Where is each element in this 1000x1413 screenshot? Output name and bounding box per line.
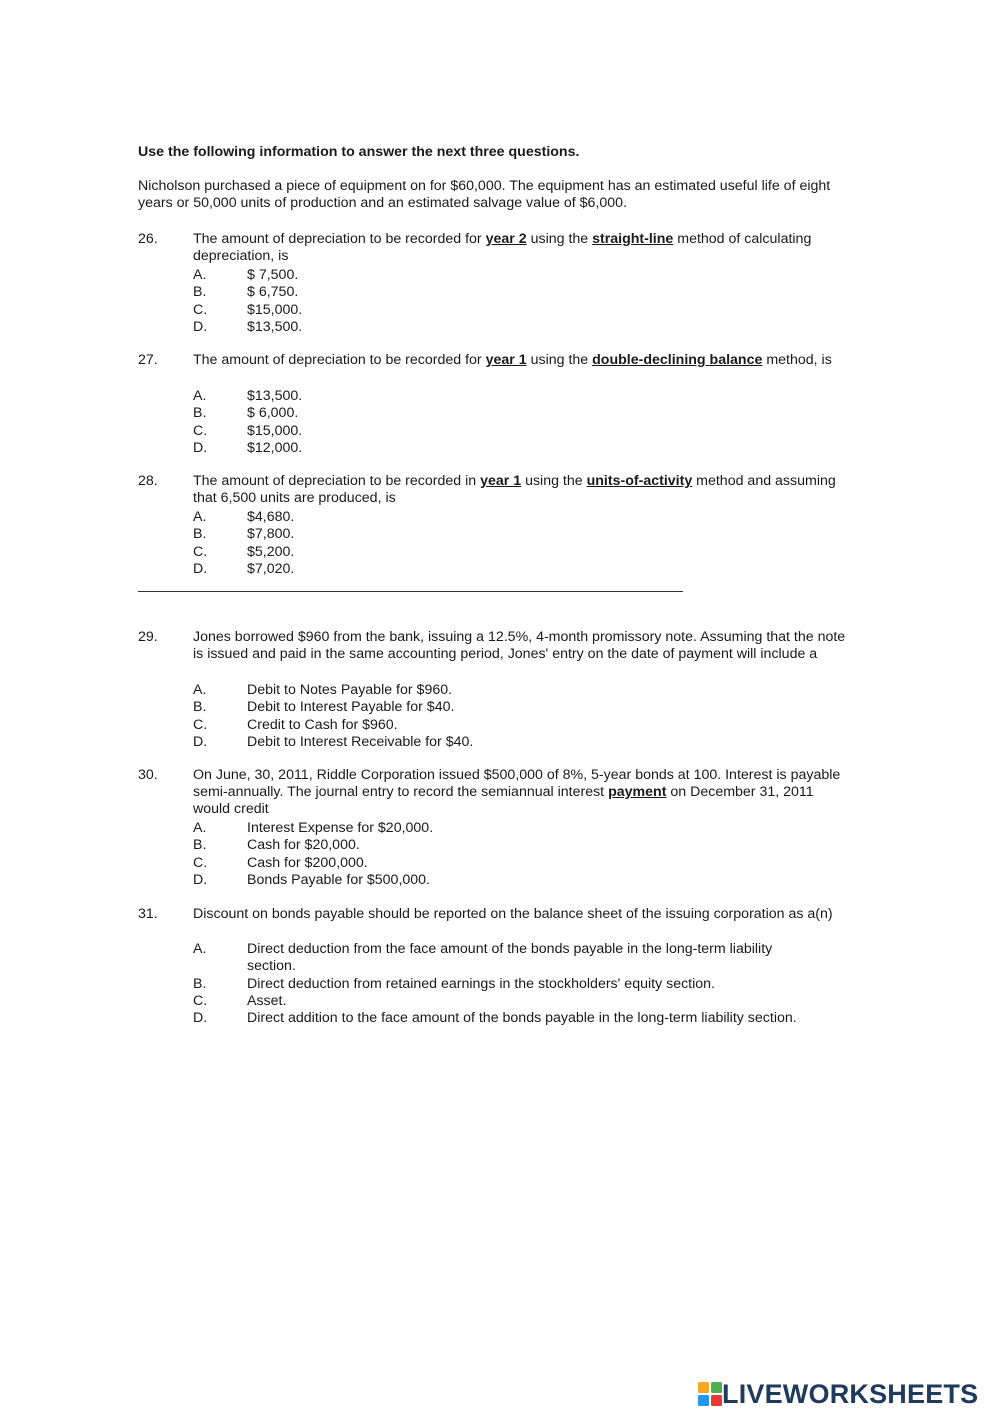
option-letter: B. <box>193 699 207 716</box>
question-stem <box>193 231 848 265</box>
option-text: Cash for $200,000. <box>247 854 368 871</box>
option-letter: D. <box>193 733 208 750</box>
option-text: $12,000. <box>247 439 303 456</box>
emphasized-term: year 2 <box>485 231 527 247</box>
option-letter: B. <box>193 837 207 854</box>
stem-text: The amount of depreciation to be recorded in <box>193 473 481 489</box>
option-text: Debit to Interest Payable for $40. <box>247 699 455 716</box>
option-text: $13,500. <box>247 318 303 335</box>
option-text: $15,000. <box>247 422 303 439</box>
option-text: $ 7,500. <box>247 267 299 283</box>
option-text: $7,020. <box>247 560 295 577</box>
option-letter: A. <box>193 388 207 404</box>
option-letter: C. <box>193 716 208 733</box>
brand-name: LIVEWORKSHEETS <box>722 1378 979 1409</box>
emphasized-term: double-declining balance <box>592 352 763 368</box>
option-letter: B. <box>193 975 207 992</box>
question-number: 29. <box>138 629 158 645</box>
question-stem <box>193 629 848 663</box>
option-text: $15,000. <box>247 301 303 318</box>
option-letter: D. <box>193 871 208 888</box>
option-text: Debit to Notes Payable for $960. <box>247 682 453 698</box>
option-letter: C. <box>193 992 208 1009</box>
option-text: Asset. <box>247 992 287 1009</box>
emphasized-term: payment <box>608 784 667 800</box>
stem-text: method, is <box>762 352 832 368</box>
option-letter: C. <box>193 543 208 560</box>
stem-text: using the <box>521 473 587 489</box>
option-text: Interest Expense for $20,000. <box>247 820 434 836</box>
option-text: Debit to Interest Receivable for $40. <box>247 733 474 750</box>
option-letter: A. <box>193 820 207 836</box>
stem-text: using the <box>526 352 593 368</box>
stem-text: on December 31, 2011 would credit <box>193 784 814 817</box>
emphasized-term: straight-line <box>592 231 674 247</box>
option-letter: A. <box>193 509 207 525</box>
question-stem <box>193 767 848 818</box>
question-stem <box>193 906 848 923</box>
option-text: Direct deduction from retained earnings in the stockholders' equity section. <box>247 975 715 992</box>
option-text: $4,680. <box>247 509 295 525</box>
option-text: Direct addition to the face amount of the bonds payable in the long-term liability section. <box>247 1010 797 1027</box>
liveworksheets-logo <box>698 1380 978 1408</box>
option-letter: A. <box>193 941 207 957</box>
intro-title: Use the following information to answer the next three questions. <box>138 144 580 160</box>
option-letter: D. <box>193 1010 208 1027</box>
question-number: 26. <box>138 231 158 247</box>
option-text: Credit to Cash for $960. <box>247 716 398 733</box>
option-letter: B. <box>193 284 207 301</box>
option-text: $5,200. <box>247 543 295 560</box>
option-letter: D. <box>193 439 208 456</box>
option-letter: B. <box>193 526 207 543</box>
option-text: Direct deduction from the face amount of the bonds payable in the long-term liability section. <box>247 941 773 974</box>
emphasized-term: year 1 <box>480 473 522 489</box>
option-letter: B. <box>193 405 207 422</box>
option-text: $ 6,000. <box>247 405 299 422</box>
option-text: $7,800. <box>247 526 295 543</box>
option-letter: A. <box>193 682 207 698</box>
question-stem <box>193 473 848 507</box>
option-text: Bonds Payable for $500,000. <box>247 871 430 888</box>
option-text: Cash for $20,000. <box>247 837 360 854</box>
liveworksheets-logo-icon <box>698 1382 722 1406</box>
stem-text: The amount of depreciation to be recorded for <box>193 352 486 368</box>
option-letter: C. <box>193 854 208 871</box>
question-stem <box>193 352 848 369</box>
emphasized-term: units-of-activity <box>586 473 693 489</box>
stem-text: method of calculating depreciation, is <box>193 231 812 264</box>
option-letter: C. <box>193 301 208 318</box>
section-divider <box>138 591 683 592</box>
question-number: 28. <box>138 473 158 489</box>
option-letter: D. <box>193 560 208 577</box>
stem-text: The amount of depreciation to be recorded for <box>193 231 486 247</box>
question-number: 27. <box>138 352 158 368</box>
emphasized-term: year 1 <box>485 352 527 368</box>
stem-text: Jones borrowed $960 from the bank, issuing a 12.5%, 4-month promissory note. Assuming that the note is issued and paid in the same accounting period, Jones' entry on the date of payment will include a <box>193 629 846 662</box>
question-number: 31. <box>138 906 158 922</box>
stem-text: On June, 30, 2011, Riddle Corporation issued $500,000 of 8%, 5-year bonds at 100. Interest is payable semi-annually. The journal entry to record the semiannual interest <box>193 767 841 800</box>
intro-text: Nicholson purchased a piece of equipment on for $60,000. The equipment has an estimated useful life of eight years or 50,000 units of production and an estimated salvage value of $6,000. <box>138 178 831 211</box>
option-text: $ 6,750. <box>247 284 299 301</box>
option-text: $13,500. <box>247 388 303 404</box>
stem-text: method and assuming that 6,500 units are produced, is <box>193 473 836 506</box>
option-letter: D. <box>193 318 208 335</box>
option-letter: C. <box>193 422 208 439</box>
option-letter: A. <box>193 267 207 283</box>
stem-text: Discount on bonds payable should be reported on the balance sheet of the issuing corporation as a(n) <box>193 906 833 922</box>
stem-text: using the <box>526 231 593 247</box>
question-number: 30. <box>138 767 158 783</box>
